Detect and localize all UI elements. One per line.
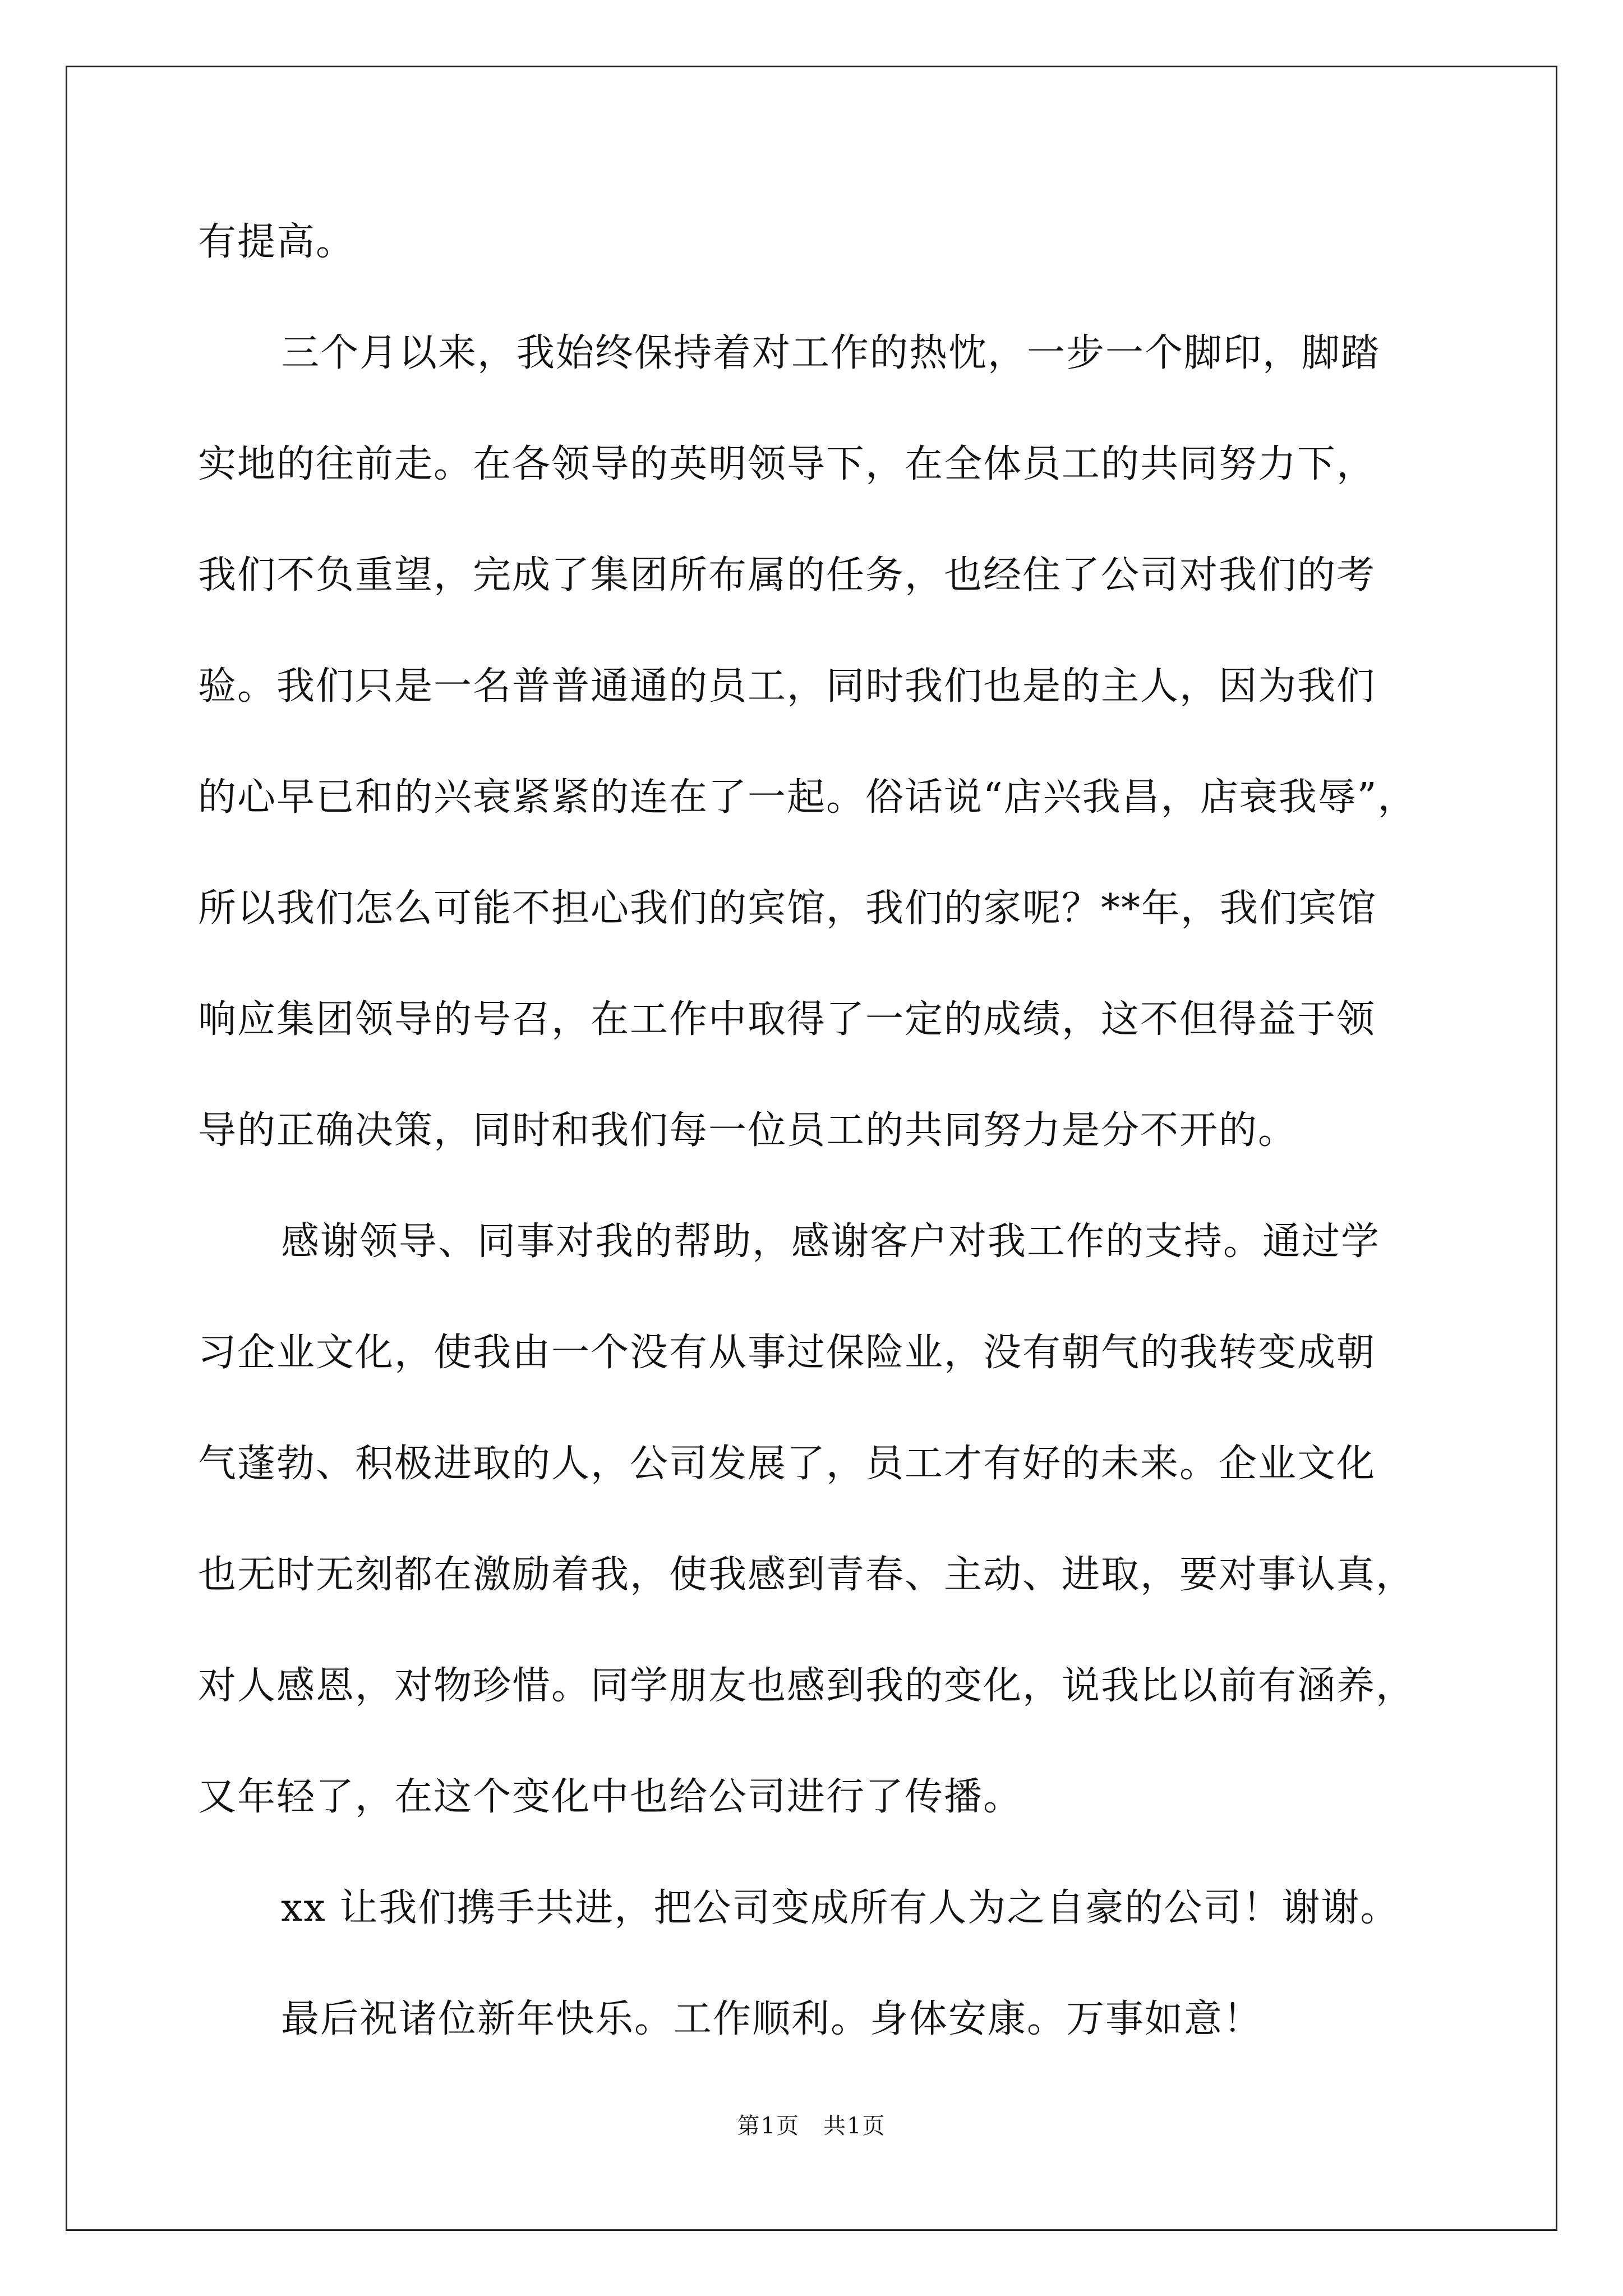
text-line: 感谢领导、同事对我的帮助，感谢客户对我工作的支持。通过学 [281,1220,1381,1264]
text-line: xx 让我们携手共进，把公司变成所有人为之自豪的公司！谢谢。 [281,1886,1400,1930]
text-line: 实地的往前走。在各领导的英明领导下，在全体员工的共同努力下， [198,442,1376,486]
text-line: 最后祝诸位新年快乐。工作顺利。身体安康。万事如意！ [281,1997,1263,2041]
text-line: 有提高。 [198,220,356,264]
text-line: 的心早已和的兴衰紧紧的连在了一起。俗话说“店兴我昌，店衰我辱”， [198,775,1417,820]
page-number: 第1页 共1页 [737,2113,886,2139]
document-body [198,220,1454,2108]
text-line: 也无时无刻都在激励着我，使我感到青春、主动、进取，要对事认真， [198,1553,1415,1597]
text-line: 所以我们怎么可能不担心我们的宾馆，我们的家呢？**年，我们宾馆 [198,886,1377,931]
text-line: 对人感恩，对物珍惜。同学朋友也感到我的变化，说我比以前有涵养， [198,1664,1415,1708]
page-footer [0,2108,1623,2140]
text-line: 响应集团领导的号召，在工作中取得了一定的成绩，这不但得益于领 [198,997,1376,1042]
text-line: 又年轻了，在这个变化中也给公司进行了传播。 [198,1775,1023,1819]
text-line: 习企业文化，使我由一个没有从事过保险业，没有朝气的我转变成朝 [198,1331,1376,1375]
text-line: 三个月以来，我始终保持着对工作的热忱，一步一个脚印，脚踏 [281,331,1381,375]
text-line: 我们不负重望，完成了集团所布属的任务，也经住了公司对我们的考 [198,553,1376,597]
text-line: 导的正确决策，同时和我们每一位员工的共同努力是分不开的。 [198,1108,1298,1153]
text-line: 验。我们只是一名普普通通的员工，同时我们也是的主人，因为我们 [198,664,1376,708]
text-line: 气蓬勃、积极进取的人，公司发展了，员工才有好的未来。企业文化 [198,1442,1376,1486]
